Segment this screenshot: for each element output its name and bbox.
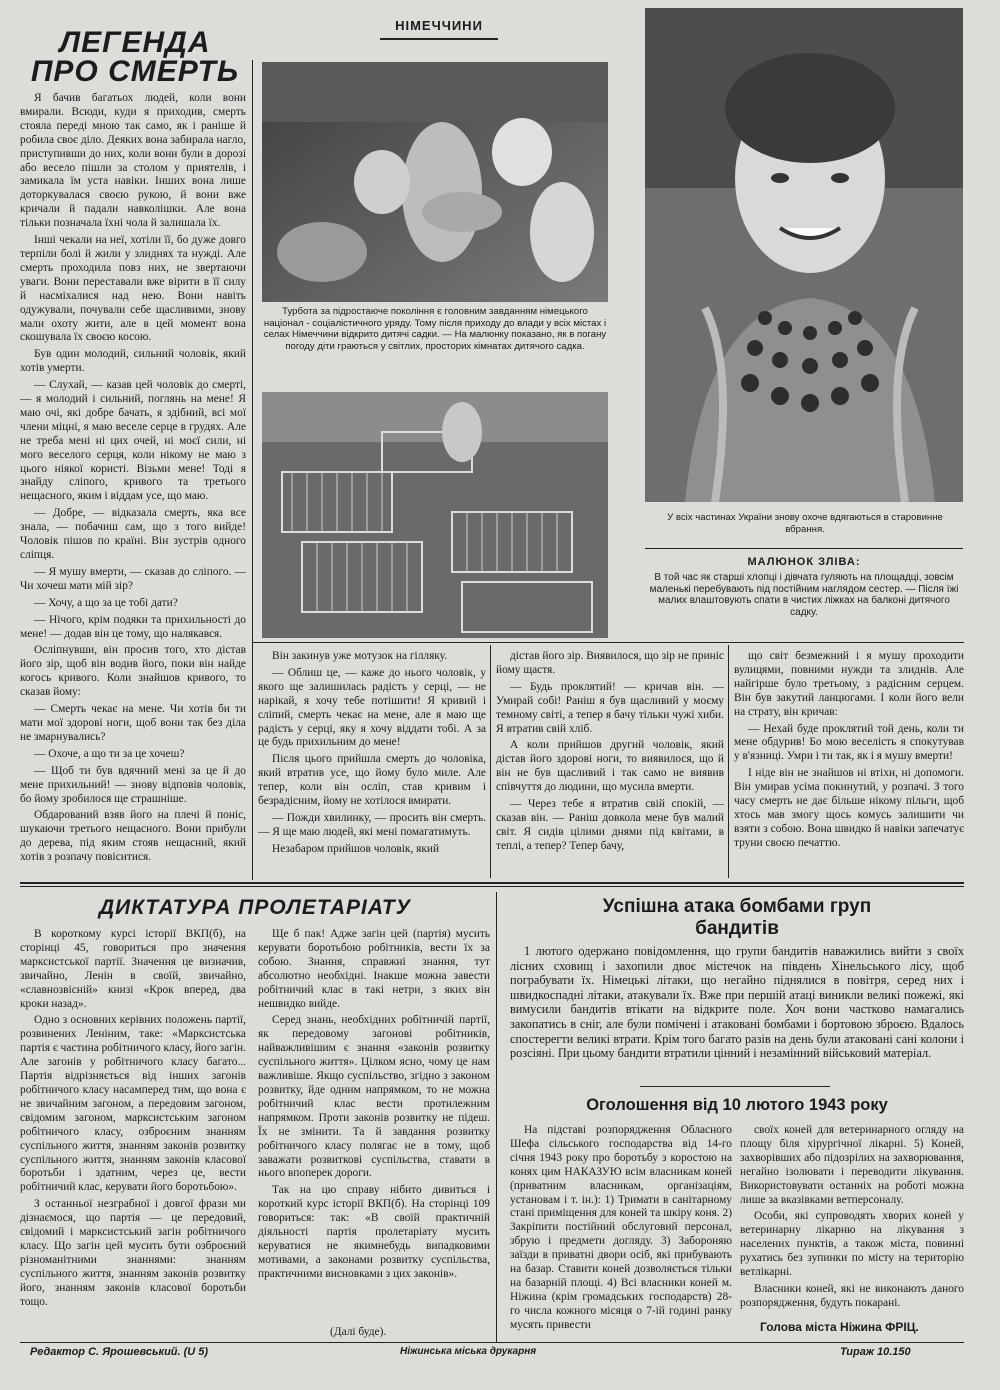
- notice-column-2: [740, 1124, 964, 1318]
- photo-cribs: [262, 392, 608, 638]
- legend-paragraph: Я бачив багатьох людей, коли вони вмирали. Всюди, куди я приходив, смерть стояла переді мною так само, як і раніше й робила своє діло. Деяких вона забирала нагло, приступивши до них, коли вони були в дорозі або весело пішли за столом у приятелів, і замикала їм уста навіки. Інших вона лише доторкувалася своєю рукою, й вони вже кричали й падали навколішки. Але вона тільки позначала їхні чола й залишала їх.: [20, 92, 246, 230]
- header-rule: [380, 38, 498, 40]
- dictatorship-title: ДИКТАТУРА ПРОЛЕТАРІАТУ: [99, 896, 411, 919]
- notice-paragraph: своїх коней для ветеринарного огляду на площу біля хірургічної лікарні. 5) Коней, захворівших або підозрілих на захворювання, негайно ізолювати і переводити лікування. Використовувати останніх на роботі можна лише за вказівками ветперсоналу.: [740, 1124, 964, 1206]
- legend-paragraph: — Я мушу вмерти, — сказав до сліпого. — Чи хочеш мати мій зір?: [20, 565, 246, 592]
- woman-portrait-image: [645, 8, 963, 502]
- section-rule: [20, 882, 964, 884]
- attack-title: Успішна атака бомбами груп бандитів: [602, 896, 872, 939]
- legend-paragraph: Незабаром прийшов чоловік, який: [272, 842, 440, 855]
- notice-title: Оголошення від 10 лютого 1943 року: [586, 1096, 888, 1114]
- dictatorship-paragraph: Одно з основних керівних положень партії, розвинених Леніним, таке: «Марксистська партія є частина робітничого класу, його загін. Але загонів у робітничого класу багато... Партія відрізняється від інших загонів робітничого класу насамперед тим, що вона є не звичайним загоном, а передовим загоном, свідомим загоном, марксистським загоном робітничого класу, озброєним знанням суспільного життя, знанням законів розвитку суспільного життя, знанням законів класової боротьби і здатним, через це, вести робітничий клас, керувати його боротьбою».: [20, 1014, 246, 1194]
- legend-paragraph: — Хочу, а що за це тобі дати?: [34, 596, 178, 609]
- dictatorship-paragraph: З останньої незграбної і довгої фрази ми дізнаємося, що партія — це передовий, свідомий і марксистський загін робітничого класу. Що загін цей мусить бути озброєний різноманітними знаннями: знанням суспільного життя, знанням законів розвитку його, знанням законів класової боротьби тощо.: [20, 1198, 246, 1308]
- legend-paragraph: — Пожди хвилинку, — просить він смерть. — Я ще маю людей, які мені помагатимуть.: [258, 811, 486, 838]
- legend-paragraph: Після цього прийшла смерть до чоловіка, який втратив усе, що йому було миле. Але тепер, коли він осліп, став кривим і безрадісним, йому не хотілося вмирати.: [258, 753, 486, 808]
- notice-paragraph: Особи, які супроводять хворих коней у ветеринарну лікарню на лікування з населених пунктів, а також міста, повинні рухатись без зупинки по місту на територію ветлікарні.: [740, 1210, 964, 1279]
- column-divider: [728, 645, 729, 878]
- legend-column-4: [734, 650, 964, 878]
- legend-paragraph: дістав його зір. Виявилося, що зір не приніс йому щастя.: [496, 650, 724, 676]
- legend-paragraph: — Охоче, а що ти за це хочеш?: [34, 747, 185, 760]
- legend-paragraph: — Будь проклятий! — кричав він. — Умирай собі! Раніш я був щасливий у моєму темному світі, а тепер я бачу тільки чужі хиби. Я втратив свій хліб.: [496, 680, 724, 735]
- legend-paragraph: Інші чекали на неї, хотіли її, бо дуже довго терпіли болі й жили у злиднях та нужді. Але смерть проходила повз них, не звертаючи уваги. Вони переставали вже вірити в її силу й насміхалися над нею. Вони навіть одужували, почували себе щасливими, знову мали охоту жити, але в цей момент вона скошувала їх своєю косою.: [20, 234, 246, 344]
- legend-paragraph: Осліпнувши, він просив того, хто дістав його зір, щоб він водив його, поки він найде когось кривого. Коли знайшов кривого, то сказав йому:: [20, 644, 246, 699]
- legend-paragraph: — Смерть чекає на мене. Чи хотів би ти мати мої здорові ноги, щоб вони так без діла не змарнувались?: [20, 703, 246, 743]
- legend-title: ЛЕГЕНДА ПРО СМЕРТЬ: [30, 26, 240, 88]
- footer-circulation: Тираж 10.150: [840, 1346, 911, 1358]
- left-note-title: МАЛЮНОК ЗЛІВА:: [747, 556, 861, 568]
- legend-paragraph: — Нехай буде проклятий той день, коли ти мене обдурив! Бо мою веселість я спокутував у в'язниці. Умри і ти так, як і я мушу вмерти!: [734, 722, 964, 763]
- section-rule: [20, 886, 964, 887]
- column-divider: [490, 645, 491, 878]
- caption-rule: [645, 548, 963, 549]
- legend-paragraph: Був один молодий, сильний чоловік, який хотів умерти.: [20, 348, 246, 375]
- legend-paragraph: — Облиш це, — каже до нього чоловік, у якого ще залишилась радість у серці, — не нарікай, я хочу тебе потішити! Я кривий і сліпий, смерть чекає на мене, але я маю ще радість у серці, яку я хочу віддати тобі. А за це будь прихильним до мене!: [258, 666, 486, 749]
- dictatorship-paragraph: Ще б пак! Адже загін цей (партія) мусить керувати боротьбою робітників, вести їх за собою. Знання, справжні знання, тут абсолютно необхідні. Інакше можна завести робітничий клас в такі нетри, з яких він нешвидко вийде.: [258, 928, 490, 1010]
- cribs-image: [262, 392, 608, 638]
- mid-rule: [252, 642, 964, 643]
- attack-text: 1 лютого одержано повідомлення, що групи бандитів наважились вийти з своїх лісних сховищ і захопили двоє містечок на південь Хінельського лісу, щоб пограбувати їх. Німецькі літаки, що негайно піднялися в повітря, серед них і швидкоспадні літаки, атакували їх. Вже при першій атаці виникли великі пожежі, які вимусили бандитів втікати на відкрите поле. Хоч вони частково намагались закопатись в сніг, але були помічені і атаковані бомбами і бортовою зброєю. Вдалось спостерегти великі втрати. Крім того багато разів на день були атаковані сані колони і розсіяні. При цьому бандити втратили цінний і незамінний військовий матеріал.: [510, 944, 964, 1061]
- notice-rule: [640, 1086, 830, 1087]
- section-label: НІМЕЧЧИНИ: [395, 18, 483, 33]
- legend-column-1: [20, 92, 246, 878]
- photo-children-playing: [262, 62, 608, 302]
- dictatorship-column-1: [20, 928, 246, 1340]
- dictatorship-paragraph: Так на цю справу нібито дивиться і короткий курс історії ВКП(б). На сторінці 109 говориться: так: «В своїй практичній діяльності партія пролетаріату мусить керуватися не якимнебудь випадковими мотивами, а законами розвитку суспільства, практичними висновками з цих законів».: [258, 1184, 490, 1280]
- photo-woman-traditional: [645, 8, 963, 502]
- legend-paragraph: А коли прийшов другий чоловік, який дістав його здорові ноги, то виявилося, що й він не був щасливий і так само не виявив співчуття до людини, що мусила вмерти.: [496, 739, 724, 794]
- legend-paragraph: — Щоб ти був вдячний мені за це й до мене прихильний! — знову відповів чоловік, бо йому зробилося ще страшніше.: [20, 764, 246, 805]
- legend-paragraph: І ніде він не знайшов ні втіхи, ні допомоги. Він умирав усіма покинутий, у розпачі. З того часу смерть не дає більше нікому пільги, щоб хтось мав змогу щось комусь залишити чи взяти з собою. Вона швидко й навіки запечатує труни своєю печаттю.: [734, 767, 964, 849]
- children-playing-caption: Турбота за підростаюче покоління є головним завданням німецького націонал - соціалістичного уряду. Тому після приходу до влади у всіх містах і селах Німеччини відкрито дитячі садки. — На малюнку показано, як в погану погоду діти граються у світлих, просторих кімнатах дитячого садка.: [263, 306, 607, 352]
- legend-col1-text: [20, 92, 246, 865]
- column-divider: [496, 892, 497, 1342]
- legend-paragraph: — Нічого, крім подяки та прихильності до мене! — додав він це тому, що налякався.: [20, 613, 246, 640]
- left-note-text: В той час як старші хлопці і дівчата гуляють на площадці, зовсім маленькі перебувають під постійним наглядом сестер. — Після їжі малих влаштовують спати в чистих ліжках на балконі дитячого садку.: [649, 572, 959, 618]
- footer-editor: Редактор С. Ярошевський. (U 5): [30, 1346, 209, 1358]
- legend-paragraph: — Слухай, — казав цей чоловік до смерті, — я молодий і сильний, поглянь на мене! Я маю очі, які добре бачать, я здібний, всі мої члени міцні, я маю веселе серце в грудях. Але не треба мені ні цих очей, ні моєї сили, ні мого веселого серця, коли нікому не маю з цього ніякої користі. Візьми мене! Тоді я знайду сліпого, кривого та третього нещасного, яким і віддам усе, що маю.: [20, 379, 246, 503]
- dictatorship-paragraph: Серед знань, необхідних робітничій партії, як передовому загонові робітників, найважливішим є знання «законів розвитку суспільного життя». Цілком ясно, чому це нам важливіше. Якщо суспільство, згідно з законом розвитку, йде одним напрямком, то не можна робітничий клас вести протилежним напрямком. Проти законів розвитку не підеш. Їх не змінити. Та й завдання розвитку робітничого класу полягає не в тому, щоб заважати розвиткові суспільства, ставати в нього впоперек дороги.: [258, 1014, 490, 1180]
- dictatorship-column-2: [258, 928, 490, 1328]
- legend-column-3: [496, 650, 724, 878]
- legend-paragraph: Обдарований взяв його на плечі й поніс, шукаючи третього нещасного. Вони прибули до дерева, під яким стояв нещасний, який хотів з розпачу повіситися.: [20, 809, 246, 864]
- dictatorship-paragraph: В короткому курсі історії ВКП(б), на сторінці 45, говориться про значення марксистської партії. Значення це визначив, звичайно, Ленін в своїй, звичайно, «славнозвісній» книзі «Крок вперед, два кроки назад».: [20, 928, 246, 1010]
- legend-column-2: [258, 650, 486, 878]
- legend-paragraph: що світ безмежний і я мушу проходити вулицями, повними нужди та злиднів. Але найгірше було третьому, з радісним серцем. Він був закутий ланцюгами. І коли його вели на страту, він кричав:: [734, 650, 964, 718]
- notice-signature: Голова міста Ніжина ФРІЦ.: [760, 1320, 919, 1334]
- children-playing-image: [262, 62, 608, 302]
- column-divider: [252, 60, 253, 880]
- legend-paragraph: — Через тебе я втратив свій спокій, — сказав він. — Раніш довкола мене був малий світ. Я сидів цілими днями під квітами, в теплі, а тепер? Тепер бачу,: [496, 798, 724, 852]
- notice-paragraph: Власники коней, які не виконають даного розпорядження, будуть покарані.: [740, 1282, 964, 1309]
- dictatorship-continued: (Далі буде).: [330, 1326, 387, 1338]
- woman-caption: У всіх частинах України знову охоче вдягаються в старовинне вбрання.: [667, 512, 943, 535]
- legend-paragraph: — Добре, — відказала смерть, яка все знала, — побачиш сам, що з того вийде! Чоловік пішов по країні. Він зустрів одного сліпця.: [20, 507, 246, 561]
- legend-paragraph: Він закинув уже мотузок на гілляку.: [272, 650, 448, 662]
- footer-printer: Ніжинська міська друкарня: [400, 1346, 537, 1357]
- notice-column-1: На підставі розпорядження Обласного Шефа сільського господарства від 14-го січня 1943 року про боротьбу з коростою на конях цим НАКАЗУЮ всім власникам коней (приватним власникам, організаціям, установам і т. ін.): 1) Тримати в санітарному стані приміщення для коней та шкіру коня. 2) Закріпити постійний обслуговий персонал, збрую і предмети догляду. 3) Забороняю заїзди в приватні двори осіб, які прибувають на базар. Ставити коней дозволяється тільки на базарній площі. 4) Всі власники коней м. Ніжина (крім громадських господарств) 28-го числа кожного місяця о 7-ій годині ранку мусять привести: [510, 1124, 732, 1331]
- footer-rule: [20, 1342, 964, 1343]
